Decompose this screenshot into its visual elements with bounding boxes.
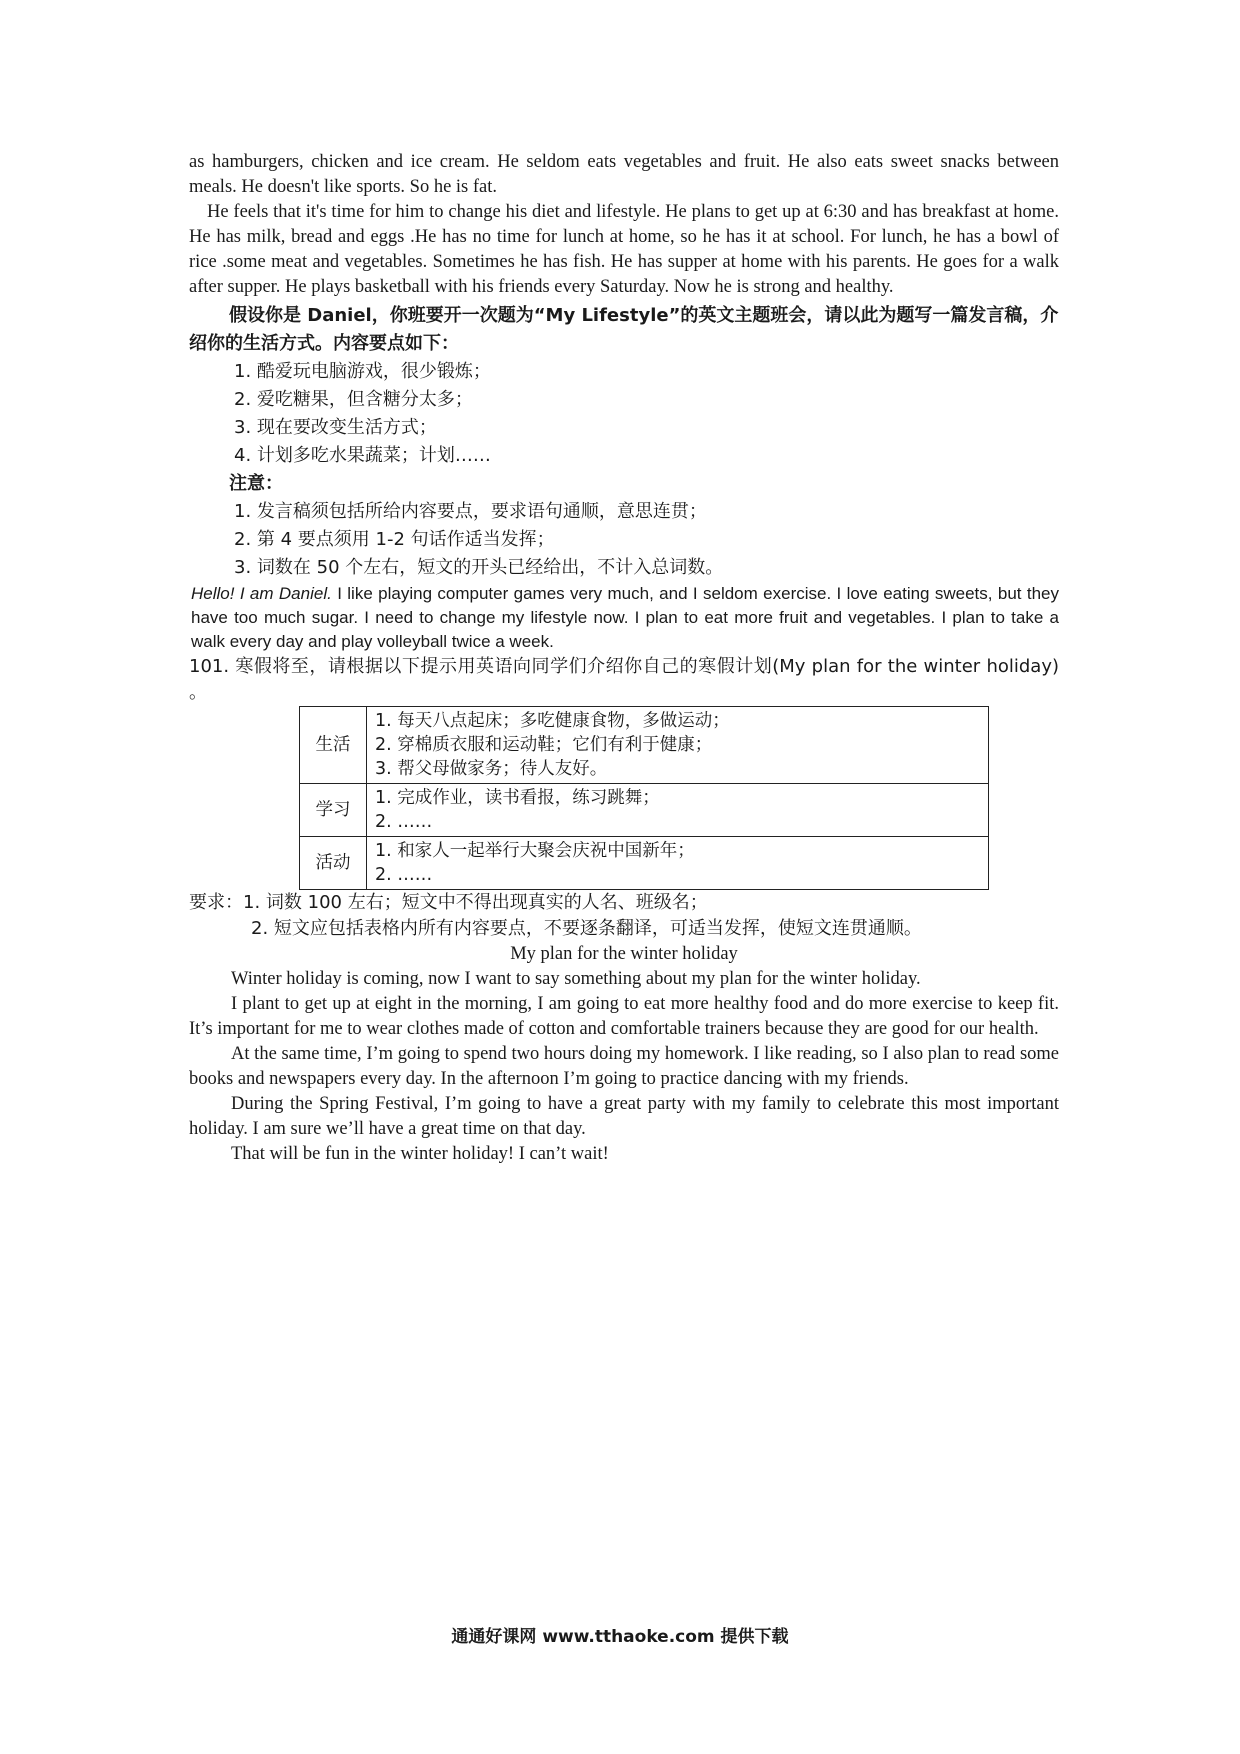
- task1-note: 2. 第 4 要点须用 1-2 句话作适当发挥；: [234, 529, 555, 550]
- essay-title: My plan for the winter holiday: [510, 944, 738, 964]
- task1-point: 2. 爱吃糖果，但含糖分太多；: [234, 389, 473, 410]
- page-footer: 通通好课网 www.tthaoke.com 提供下载: [451, 1627, 789, 1647]
- table-row: [300, 784, 989, 837]
- task1-intro: 假设你是 Daniel，你班要开一次题为“My Lifestyle”的英文主题班会，请以此为题写一篇发言稿，介绍你的生活方式。内容要点如下：: [189, 305, 1059, 354]
- task1-note: 3. 词数在 50 个左右，短文的开头已经给出，不计入总词数。: [234, 557, 724, 578]
- table-item: 3. 帮父母做家务；待人友好。: [375, 759, 608, 779]
- task1-note: 1. 发言稿须包括所给内容要点，要求语句通顺，意思连贯；: [234, 501, 707, 522]
- essay-paragraph: I plant to get up at eight in the morning, I am going to eat more healthy food and do more exercise to keep fit. It’s important for me to wear clothes made of cotton and comfortable trainers because they are good for our health.: [189, 994, 1059, 1039]
- table-item: 2. 穿棉质衣服和运动鞋；它们有利于健康；: [375, 735, 713, 755]
- essay-paragraph: Winter holiday is coming, now I want to say something about my plan for the winter holiday.: [231, 969, 921, 989]
- table-items: [367, 707, 989, 784]
- requirement-1: 要求：1. 词数 100 左右；短文中不得出现真实的人名、班级名；: [189, 892, 708, 913]
- passage-paragraph-1: as hamburgers, chicken and ice cream. He seldom eats vegetables and fruit. He also eats sweet snacks between meals. He doesn't like sports. So he is fat.: [189, 152, 1059, 197]
- passage-paragraph-2: He feels that it's time for him to change his diet and lifestyle. He plans to get up at 6:30 and has breakfast at home. He has milk, bread and eggs .He has no time for lunch at home, so he has it at school. For lunch, he has a bowl of rice .some meat and vegetables. Sometimes he has fish. He has supper at home with his parents. He goes for a walk after supper. He plays basketball with his friends every Saturday. Now he is strong and healthy.: [189, 202, 1059, 297]
- task1-answer-start: Hello! I am Daniel.: [191, 584, 332, 603]
- task1-answer: [189, 582, 1059, 654]
- table-item: 2. ……: [375, 865, 433, 885]
- task1-point: 3. 现在要改变生活方式；: [234, 417, 437, 438]
- winter-plan-table: [299, 706, 989, 890]
- table-item: 1. 完成作业，读书看报，练习跳舞；: [375, 788, 660, 808]
- table-category: 学习: [300, 784, 367, 837]
- document-page: [189, 150, 1059, 1167]
- essay-paragraph: That will be fun in the winter holiday! I can’t wait!: [231, 1144, 609, 1164]
- table-category: 活动: [300, 837, 367, 890]
- table-item: 2. ……: [375, 812, 433, 832]
- task1-note-label: 注意：: [229, 473, 283, 494]
- task1-point: 1. 酷爱玩电脑游戏，很少锻炼；: [234, 361, 491, 382]
- writing-task-1: [189, 302, 1059, 582]
- table-row: [300, 837, 989, 890]
- table-item: 1. 每天八点起床；多吃健康食物，多做运动；: [375, 711, 730, 731]
- table-item: 1. 和家人一起举行大聚会庆祝中国新年；: [375, 841, 695, 861]
- task1-answer-rest: I like playing computer games very much, and I seldom exercise. I love eating sweets, but they have too much sugar. I need to change my lifestyle now. I plan to eat more fruit and vegetables. I plan to take a walk every day and play volleyball twice a week.: [191, 584, 1060, 651]
- table-row: [300, 707, 989, 784]
- requirement-2: 2. 短文应包括表格内所有内容要点，不要逐条翻译，可适当发挥，使短文连贯通顺。: [251, 918, 922, 939]
- essay-paragraph: At the same time, I’m going to spend two hours doing my homework. I like reading, so I also plan to read some books and newspapers every day. In the afternoon I’m going to practice dancing with my friends.: [189, 1044, 1059, 1089]
- task1-point: 4. 计划多吃水果蔬菜；计划……: [234, 445, 491, 466]
- table-category: 生活: [300, 707, 367, 784]
- table-items: [367, 784, 989, 837]
- task2-question: 101. 寒假将至，请根据以下提示用英语向同学们介绍你自己的寒假计划(My plan for the winter holiday) 。: [189, 656, 1059, 703]
- table-items: [367, 837, 989, 890]
- essay-paragraph: During the Spring Festival, I’m going to have a great party with my family to celebrate this most important holiday. I am sure we’ll have a great time on that day.: [189, 1094, 1059, 1139]
